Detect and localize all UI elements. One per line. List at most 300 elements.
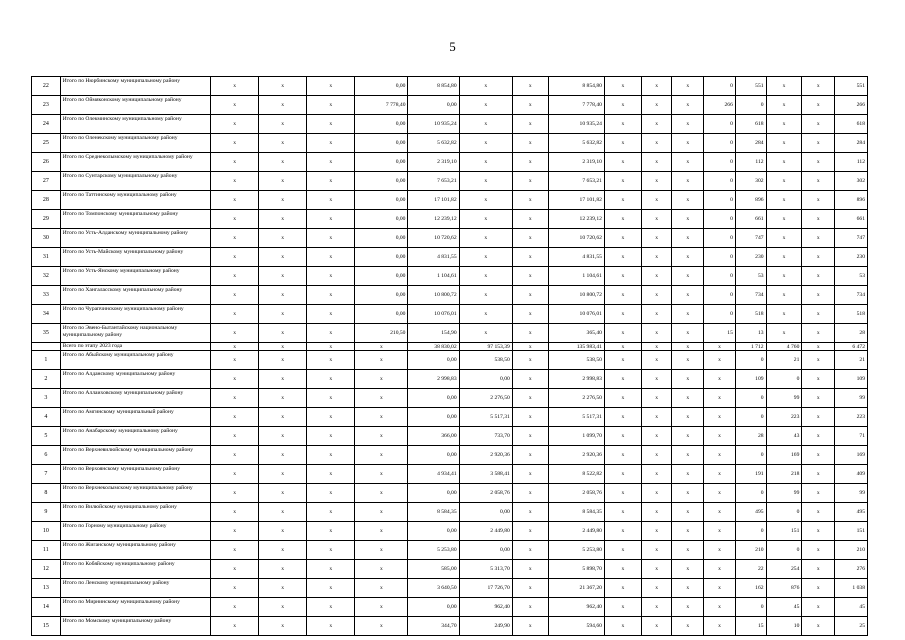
table-cell: x xyxy=(802,351,835,370)
table-cell: 151 xyxy=(766,522,802,541)
row-label: Итого по Жиганскому муниципальному району xyxy=(60,541,210,560)
table-cell: x xyxy=(802,465,835,484)
row-number: 25 xyxy=(32,134,61,153)
table-cell: x xyxy=(307,229,355,248)
table-cell: 0,00 xyxy=(355,191,408,210)
table-cell: x xyxy=(641,465,672,484)
table-cell: x xyxy=(355,541,408,560)
table-cell: 210,50 xyxy=(355,324,408,343)
table-cell: x xyxy=(672,286,704,305)
table-cell: 0,00 xyxy=(355,305,408,324)
table-cell: x xyxy=(704,446,736,465)
table-cell: x xyxy=(512,522,548,541)
table-cell: 0 xyxy=(704,229,736,248)
table-cell: x xyxy=(672,560,704,579)
table-cell: 594,60 xyxy=(548,617,604,636)
table-cell: x xyxy=(641,248,672,267)
table-cell: x xyxy=(802,267,835,286)
table-cell: 276 xyxy=(835,560,868,579)
table-cell: x xyxy=(802,343,835,351)
table-cell: 7 653,21 xyxy=(408,172,459,191)
table-cell: x xyxy=(259,153,307,172)
table-cell: x xyxy=(641,115,672,134)
row-number: 29 xyxy=(32,210,61,229)
row-label: Итого по Анабарскому муниципальному району xyxy=(60,427,210,446)
table-cell: 10 935,24 xyxy=(548,115,604,134)
row-number: 14 xyxy=(32,598,61,617)
table-cell: x xyxy=(672,210,704,229)
table-cell: 1 104,61 xyxy=(408,267,459,286)
table-cell: x xyxy=(802,560,835,579)
table-cell: x xyxy=(259,370,307,389)
table-cell: x xyxy=(604,351,641,370)
table-row xyxy=(32,446,868,465)
table-cell: 8 854,80 xyxy=(548,77,604,96)
table-cell: 99 xyxy=(835,484,868,503)
table-cell: x xyxy=(512,370,548,389)
table-cell: 0,00 xyxy=(355,134,408,153)
row-number: 10 xyxy=(32,522,61,541)
table-cell: x xyxy=(672,484,704,503)
table-cell: x xyxy=(512,153,548,172)
table-cell: 0,00 xyxy=(355,153,408,172)
row-number: 11 xyxy=(32,541,61,560)
table-cell: x xyxy=(211,286,259,305)
table-cell: x xyxy=(512,134,548,153)
table-cell: 112 xyxy=(835,153,868,172)
row-label: Итого по Хангаласскому муниципальному району xyxy=(60,286,210,305)
table-row xyxy=(32,484,868,503)
table-row xyxy=(32,96,868,115)
table-cell: x xyxy=(259,324,307,343)
table-cell: 17 101,82 xyxy=(548,191,604,210)
table-cell: x xyxy=(641,427,672,446)
table-cell: x xyxy=(672,324,704,343)
row-number: 33 xyxy=(32,286,61,305)
table-cell: x xyxy=(355,484,408,503)
table-cell: 218 xyxy=(766,465,802,484)
row-label: Итого по Горному муниципальному району xyxy=(60,522,210,541)
table-cell: x xyxy=(641,153,672,172)
table-cell: 210 xyxy=(835,541,868,560)
row-number: 15 xyxy=(32,617,61,636)
table-cell: 2 449,80 xyxy=(548,522,604,541)
table-cell: x xyxy=(307,324,355,343)
table-cell: x xyxy=(355,560,408,579)
table-cell: x xyxy=(259,408,307,427)
table-cell: x xyxy=(259,389,307,408)
table-cell: 99 xyxy=(766,389,802,408)
table-cell: x xyxy=(641,191,672,210)
row-number xyxy=(32,343,61,351)
table-cell: x xyxy=(259,210,307,229)
table-cell: 3 640,50 xyxy=(408,579,459,598)
table-row xyxy=(32,134,868,153)
row-number: 26 xyxy=(32,153,61,172)
table-cell: x xyxy=(355,598,408,617)
table-cell: x xyxy=(259,77,307,96)
table-cell: x xyxy=(641,343,672,351)
table-cell: x xyxy=(641,408,672,427)
table-cell: 0,00 xyxy=(355,286,408,305)
table-cell: 4 831,55 xyxy=(408,248,459,267)
table-cell: 230 xyxy=(835,248,868,267)
table-cell: 4 831,55 xyxy=(548,248,604,267)
table-cell: x xyxy=(259,579,307,598)
table-cell: x xyxy=(641,351,672,370)
row-label: Итого по Усть-Майскому муниципальному району xyxy=(60,248,210,267)
table-cell: x xyxy=(604,560,641,579)
table-cell: x xyxy=(259,134,307,153)
table-cell: x xyxy=(672,248,704,267)
table-cell: x xyxy=(259,172,307,191)
table-cell: x xyxy=(604,191,641,210)
table-cell: x xyxy=(604,267,641,286)
row-number: 34 xyxy=(32,305,61,324)
row-label: Итого по Эвено-Бытантайскому национальному муниципальному району xyxy=(60,324,210,343)
table-cell: 0 xyxy=(735,96,766,115)
table-cell: x xyxy=(802,484,835,503)
table-cell: x xyxy=(802,408,835,427)
table-cell: x xyxy=(355,446,408,465)
table-cell: x xyxy=(672,153,704,172)
table-cell: x xyxy=(355,351,408,370)
table-cell: x xyxy=(802,305,835,324)
table-cell: x xyxy=(604,484,641,503)
table-cell: 13 xyxy=(735,324,766,343)
table-cell: x xyxy=(512,351,548,370)
table-cell: 53 xyxy=(835,267,868,286)
table-row xyxy=(32,191,868,210)
table-cell: x xyxy=(211,210,259,229)
table-cell: 154,90 xyxy=(408,324,459,343)
table-cell: x xyxy=(512,598,548,617)
table-row xyxy=(32,286,868,305)
table-row xyxy=(32,153,868,172)
table-cell: x xyxy=(459,286,512,305)
table-cell: x xyxy=(211,248,259,267)
table-cell: x xyxy=(512,191,548,210)
table-cell: x xyxy=(604,229,641,248)
table-cell: x xyxy=(802,446,835,465)
table-cell: 53 xyxy=(735,267,766,286)
table-cell: x xyxy=(802,389,835,408)
table-cell: x xyxy=(604,389,641,408)
table-cell: x xyxy=(802,134,835,153)
table-cell: x xyxy=(512,96,548,115)
table-cell: x xyxy=(259,115,307,134)
table-cell: x xyxy=(512,286,548,305)
table-cell: x xyxy=(512,560,548,579)
table-cell: 0 xyxy=(704,305,736,324)
row-label: Итого по Алданскому муниципальному району xyxy=(60,370,210,389)
table-cell: 0,00 xyxy=(408,522,459,541)
row-label: Итого по Абыйскому муниципальному району xyxy=(60,351,210,370)
table-row xyxy=(32,172,868,191)
table-cell: x xyxy=(802,77,835,96)
table-cell: x xyxy=(307,191,355,210)
table-cell: x xyxy=(307,153,355,172)
table-cell: x xyxy=(355,617,408,636)
table-cell: 5 632,82 xyxy=(548,134,604,153)
table-cell: x xyxy=(704,343,736,351)
table-cell: x xyxy=(259,248,307,267)
table-cell: x xyxy=(704,370,736,389)
row-number: 35 xyxy=(32,324,61,343)
table-cell: 8 522,82 xyxy=(548,465,604,484)
table-cell: 344,70 xyxy=(408,617,459,636)
table-cell: x xyxy=(704,465,736,484)
table-cell: x xyxy=(641,389,672,408)
table-cell: x xyxy=(512,579,548,598)
table-row xyxy=(32,503,868,522)
table-cell: 734 xyxy=(735,286,766,305)
table-cell: x xyxy=(211,560,259,579)
table-cell: 0,00 xyxy=(355,172,408,191)
table-cell: 99 xyxy=(766,484,802,503)
table-cell: x xyxy=(672,465,704,484)
table-cell: 8 854,80 xyxy=(408,77,459,96)
table-cell: x xyxy=(307,389,355,408)
table-cell: x xyxy=(512,389,548,408)
table-cell: x xyxy=(802,617,835,636)
table-cell: x xyxy=(704,427,736,446)
table-cell: 2 998,83 xyxy=(408,370,459,389)
table-cell: x xyxy=(259,191,307,210)
table-cell: x xyxy=(459,229,512,248)
table-cell: x xyxy=(641,579,672,598)
table-cell: x xyxy=(211,153,259,172)
table-cell: 2 920,36 xyxy=(548,446,604,465)
table-cell: 1 099,70 xyxy=(548,427,604,446)
table-cell: x xyxy=(704,389,736,408)
table-cell: x xyxy=(766,115,802,134)
table-cell: 7 778,40 xyxy=(548,96,604,115)
table-cell: 0,00 xyxy=(355,77,408,96)
table-cell: 962,40 xyxy=(548,598,604,617)
table-cell: 0 xyxy=(704,153,736,172)
table-cell: x xyxy=(672,229,704,248)
table-cell: x xyxy=(307,286,355,305)
table-cell: 10 xyxy=(766,617,802,636)
table-cell: 135 983,41 xyxy=(548,343,604,351)
table-cell: x xyxy=(307,351,355,370)
row-number: 1 xyxy=(32,351,61,370)
table-cell: 0,00 xyxy=(408,96,459,115)
table-cell: x xyxy=(641,560,672,579)
table-cell: x xyxy=(641,484,672,503)
table-cell: 1 038 xyxy=(835,579,868,598)
table-cell: x xyxy=(307,77,355,96)
table-cell: x xyxy=(307,427,355,446)
table-row xyxy=(32,305,868,324)
table-cell: x xyxy=(355,408,408,427)
table-cell: x xyxy=(259,484,307,503)
table-cell: x xyxy=(672,343,704,351)
table-cell: x xyxy=(211,229,259,248)
table-cell: 876 xyxy=(766,579,802,598)
table-cell: x xyxy=(641,210,672,229)
table-cell: x xyxy=(355,579,408,598)
table-row xyxy=(32,351,868,370)
table-cell: 0 xyxy=(735,389,766,408)
table-cell: x xyxy=(307,598,355,617)
table-cell: 0 xyxy=(704,77,736,96)
table-cell: 0,00 xyxy=(408,446,459,465)
table-cell: x xyxy=(766,134,802,153)
table-cell: x xyxy=(641,446,672,465)
table-cell: x xyxy=(355,389,408,408)
table-cell: 538,50 xyxy=(548,351,604,370)
table-cell: x xyxy=(641,77,672,96)
table-cell: 151 xyxy=(835,522,868,541)
table-cell: 6 472 xyxy=(835,343,868,351)
table-cell: x xyxy=(641,172,672,191)
table-cell: 112 xyxy=(735,153,766,172)
table-cell: x xyxy=(604,408,641,427)
table-cell: x xyxy=(641,96,672,115)
table-cell: x xyxy=(307,210,355,229)
table-cell: 3 588,41 xyxy=(459,465,512,484)
table-cell: x xyxy=(307,408,355,427)
table-row xyxy=(32,248,868,267)
table-row xyxy=(32,427,868,446)
table-cell: 15 xyxy=(735,617,766,636)
table-cell: 302 xyxy=(735,172,766,191)
table-cell: 896 xyxy=(735,191,766,210)
table-cell: 5 632,82 xyxy=(408,134,459,153)
table-cell: x xyxy=(211,541,259,560)
row-label: Итого по Сунтарскому муниципальному району xyxy=(60,172,210,191)
table-cell: x xyxy=(512,617,548,636)
table-cell: x xyxy=(211,305,259,324)
table-cell: 366,00 xyxy=(408,427,459,446)
table-cell: 2 058,76 xyxy=(548,484,604,503)
table-cell: x xyxy=(307,248,355,267)
table-cell: 10 076,01 xyxy=(548,305,604,324)
table-cell: x xyxy=(802,191,835,210)
table-cell: 0,00 xyxy=(355,210,408,229)
table-cell: x xyxy=(641,229,672,248)
table-cell: x xyxy=(672,267,704,286)
table-cell: x xyxy=(802,579,835,598)
table-cell: x xyxy=(211,267,259,286)
table-cell: x xyxy=(512,541,548,560)
table-cell: 0,00 xyxy=(459,541,512,560)
table-cell: x xyxy=(211,172,259,191)
table-cell: 0 xyxy=(704,210,736,229)
table-cell: x xyxy=(259,541,307,560)
table-cell: 284 xyxy=(735,134,766,153)
table-cell: x xyxy=(604,541,641,560)
table-cell: x xyxy=(259,598,307,617)
table-cell: x xyxy=(604,370,641,389)
table-cell: 22 xyxy=(735,560,766,579)
table-cell: 365,40 xyxy=(548,324,604,343)
row-label: Итого по Верхоянскому муниципальному району xyxy=(60,465,210,484)
table-cell: x xyxy=(307,503,355,522)
table-cell: x xyxy=(604,210,641,229)
row-label: Итого по Оленекскому муниципальному району xyxy=(60,134,210,153)
table-cell: 0,00 xyxy=(408,351,459,370)
table-cell: x xyxy=(459,153,512,172)
table-cell: x xyxy=(512,229,548,248)
table-cell: x xyxy=(259,446,307,465)
table-cell: 518 xyxy=(835,305,868,324)
row-label: Итого по Мирнинскому муниципальному району xyxy=(60,598,210,617)
table-cell: 551 xyxy=(735,77,766,96)
table-cell: 10 720,62 xyxy=(548,229,604,248)
table-cell: x xyxy=(604,427,641,446)
table-cell: 551 xyxy=(835,77,868,96)
table-row xyxy=(32,267,868,286)
row-number: 31 xyxy=(32,248,61,267)
table-cell: x xyxy=(211,115,259,134)
row-number: 30 xyxy=(32,229,61,248)
table-cell: x xyxy=(704,617,736,636)
table-cell: x xyxy=(211,522,259,541)
table-cell: x xyxy=(307,96,355,115)
table-cell: x xyxy=(802,427,835,446)
table-cell: 1 104,61 xyxy=(548,267,604,286)
table-cell: x xyxy=(512,77,548,96)
table-cell: x xyxy=(307,465,355,484)
table-row xyxy=(32,370,868,389)
table-cell: 495 xyxy=(835,503,868,522)
table-cell: 12 239,12 xyxy=(548,210,604,229)
table-cell: x xyxy=(211,191,259,210)
row-label: Итого по Амгинскому муниципальный району xyxy=(60,408,210,427)
table-cell: x xyxy=(766,96,802,115)
table-cell: x xyxy=(512,427,548,446)
table-cell: x xyxy=(512,248,548,267)
table-cell: x xyxy=(672,305,704,324)
table-cell: x xyxy=(802,522,835,541)
table-cell: x xyxy=(672,134,704,153)
table-cell: x xyxy=(802,153,835,172)
table-cell: x xyxy=(641,134,672,153)
row-number: 4 xyxy=(32,408,61,427)
table-cell: 2 058,76 xyxy=(459,484,512,503)
table-cell: x xyxy=(802,324,835,343)
table-cell: 21 xyxy=(835,351,868,370)
table-body xyxy=(32,77,868,636)
table-cell: 0 xyxy=(704,134,736,153)
table-cell: x xyxy=(802,172,835,191)
table-cell: x xyxy=(211,389,259,408)
row-number: 7 xyxy=(32,465,61,484)
table-cell: 5 898,70 xyxy=(548,560,604,579)
table-cell: x xyxy=(641,305,672,324)
table-cell: x xyxy=(802,210,835,229)
table-cell: 733,70 xyxy=(459,427,512,446)
row-label: Итого по Верхнеколымскому муниципальному району xyxy=(60,484,210,503)
table-cell: 12 239,12 xyxy=(408,210,459,229)
table-cell: x xyxy=(672,191,704,210)
table-cell: x xyxy=(459,191,512,210)
table-row xyxy=(32,343,868,351)
table-cell: x xyxy=(211,503,259,522)
table-cell: 17 726,70 xyxy=(459,579,512,598)
table-cell: x xyxy=(672,427,704,446)
table-cell: 28 xyxy=(735,427,766,446)
row-number: 32 xyxy=(32,267,61,286)
table-cell: x xyxy=(802,598,835,617)
row-label: Итого по Среднеколымскому муниципальному району xyxy=(60,153,210,172)
table-cell: 962,40 xyxy=(459,598,512,617)
table-cell: 0 xyxy=(735,408,766,427)
table-cell: x xyxy=(459,172,512,191)
